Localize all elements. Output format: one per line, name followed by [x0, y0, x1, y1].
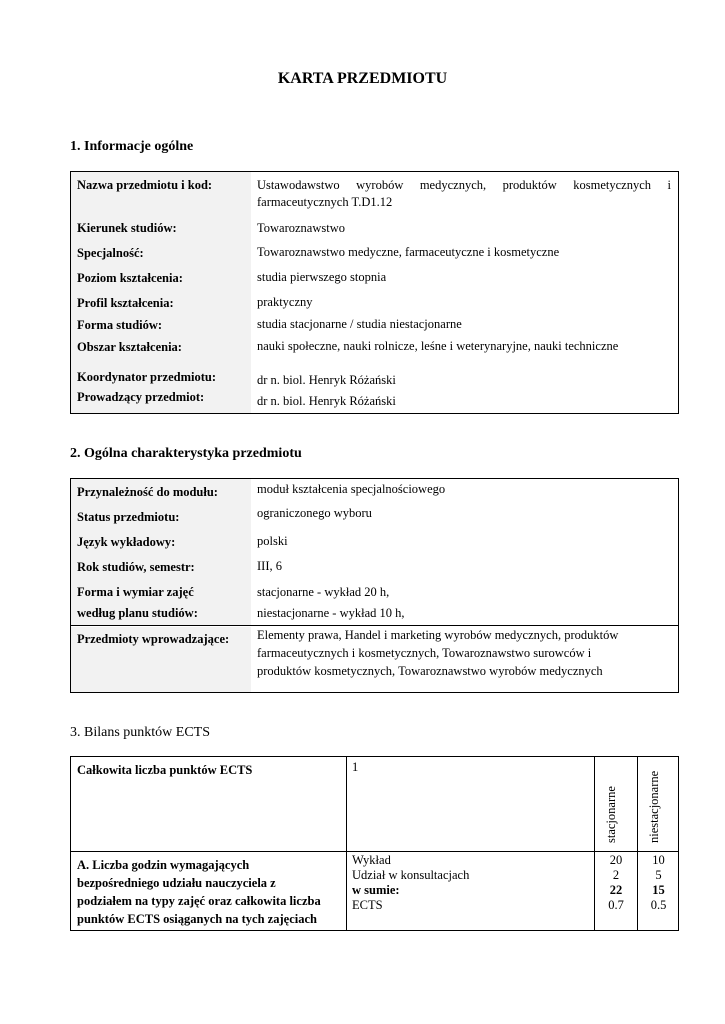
value-year-semester: III, 6 — [257, 559, 282, 573]
label-contact-hours-2: bezpośredniego udziału nauczyciela z — [77, 876, 276, 890]
label-study-form: Forma studiów: — [77, 318, 163, 332]
label-instructor: Prowadzący przedmiot: — [77, 390, 205, 404]
value-study-form: studia stacjonarne / studia niestacjonarne — [257, 317, 462, 331]
niestac-lecture: 10 — [652, 853, 665, 867]
value-instructor: dr n. biol. Henryk Różański — [257, 394, 396, 408]
value-course-name-line2: farmaceutycznych T.D1.12 — [257, 195, 393, 209]
value-prerequisites-line2: farmaceutycznych i kosmetycznych, Towaroznawstwo surowców i — [257, 646, 592, 660]
label-education-profile: Profil kształcenia: — [77, 296, 174, 310]
value-prerequisites-line3: produktów kosmetycznych, Towaroznawstwo wyrobów medycznych — [257, 664, 603, 678]
value-specialty: Towaroznawstwo medyczne, farmaceutyczne i kosmetyczne — [257, 245, 560, 259]
value-course-name: Ustawodawstwo wyrobów medycznych, produktów kosmetycznych i — [257, 178, 671, 192]
value-course-status: ograniczonego wyboru — [257, 506, 372, 520]
label-course-status: Status przedmiotu: — [77, 510, 180, 524]
value-module: moduł kształcenia specjalnościowego — [257, 482, 446, 496]
header-stacjonarne: stacjonarne — [604, 786, 618, 843]
value-language: polski — [257, 534, 288, 548]
value-education-level: studia pierwszego stopnia — [257, 270, 387, 284]
label-education-level: Poziom kształcenia: — [77, 271, 183, 285]
section-2-heading: 2. Ogólna charakterystyka przedmiotu — [70, 446, 302, 461]
item-lecture: Wykład — [352, 853, 391, 867]
niestac-consultations: 5 — [655, 868, 662, 882]
label-study-plan: według planu studiów: — [77, 606, 198, 620]
label-total-ects: Całkowita liczba punktów ECTS — [77, 763, 253, 777]
stac-total: 22 — [609, 883, 623, 897]
header-niestacjonarne: niestacjonarne — [647, 770, 661, 843]
ects-col-divider-1 — [346, 756, 347, 931]
value-education-profile: praktyczny — [257, 295, 313, 309]
label-field-of-study: Kierunek studiów: — [77, 221, 177, 235]
stac-consultations: 2 — [612, 868, 620, 882]
label-module: Przynależność do modułu: — [77, 485, 218, 499]
value-class-form-stationary: stacjonarne - wykład 20 h, — [257, 585, 390, 599]
label-prerequisites: Przedmioty wprowadzające: — [77, 632, 230, 646]
niestac-ects: 0.5 — [650, 898, 667, 912]
value-education-area: nauki społeczne, nauki rolnicze, leśne i weterynaryjne, nauki techniczne — [257, 339, 619, 353]
label-contact-hours-4: punktów ECTS osiąganych na tych zajęciach — [77, 912, 317, 926]
stac-lecture: 20 — [609, 853, 623, 867]
page-title: KARTA PRZEDMIOTU — [277, 70, 448, 87]
label-contact-hours-1: A. Liczba godzin wymagających — [77, 858, 250, 872]
label-course-name: Nazwa przedmiotu i kod: — [77, 178, 213, 192]
label-contact-hours-3: podziałem na typy zajęć oraz całkowita liczba — [77, 894, 321, 908]
value-total-ects: 1 — [352, 760, 359, 774]
value-prerequisites-line1: Elementy prawa, Handel i marketing wyrobów medycznych, produktów — [257, 628, 619, 642]
label-year-semester: Rok studiów, semestr: — [77, 560, 195, 574]
section-3-heading: 3. Bilans punktów ECTS — [70, 725, 211, 740]
label-education-area: Obszar kształcenia: — [77, 340, 182, 354]
section-1-heading: 1. Informacje ogólne — [70, 139, 194, 154]
value-field-of-study: Towaroznawstwo — [257, 221, 345, 235]
label-specialty: Specjalność: — [77, 246, 144, 260]
item-consultations: Udział w konsultacjach — [352, 868, 470, 882]
ects-row-divider — [70, 851, 679, 852]
niestac-total: 15 — [652, 883, 665, 897]
label-coordinator: Koordynator przedmiotu: — [77, 370, 216, 384]
value-coordinator: dr n. biol. Henryk Różański — [257, 373, 396, 387]
label-class-form: Forma i wymiar zajęć — [77, 585, 194, 599]
value-class-form-nonstationary: niestacjonarne - wykład 10 h, — [257, 606, 405, 620]
label-language: Język wykładowy: — [77, 535, 176, 549]
item-ects: ECTS — [352, 898, 383, 912]
table-divider — [70, 625, 679, 626]
stac-ects: 0.7 — [608, 898, 624, 912]
item-total: w sumie: — [352, 883, 400, 897]
